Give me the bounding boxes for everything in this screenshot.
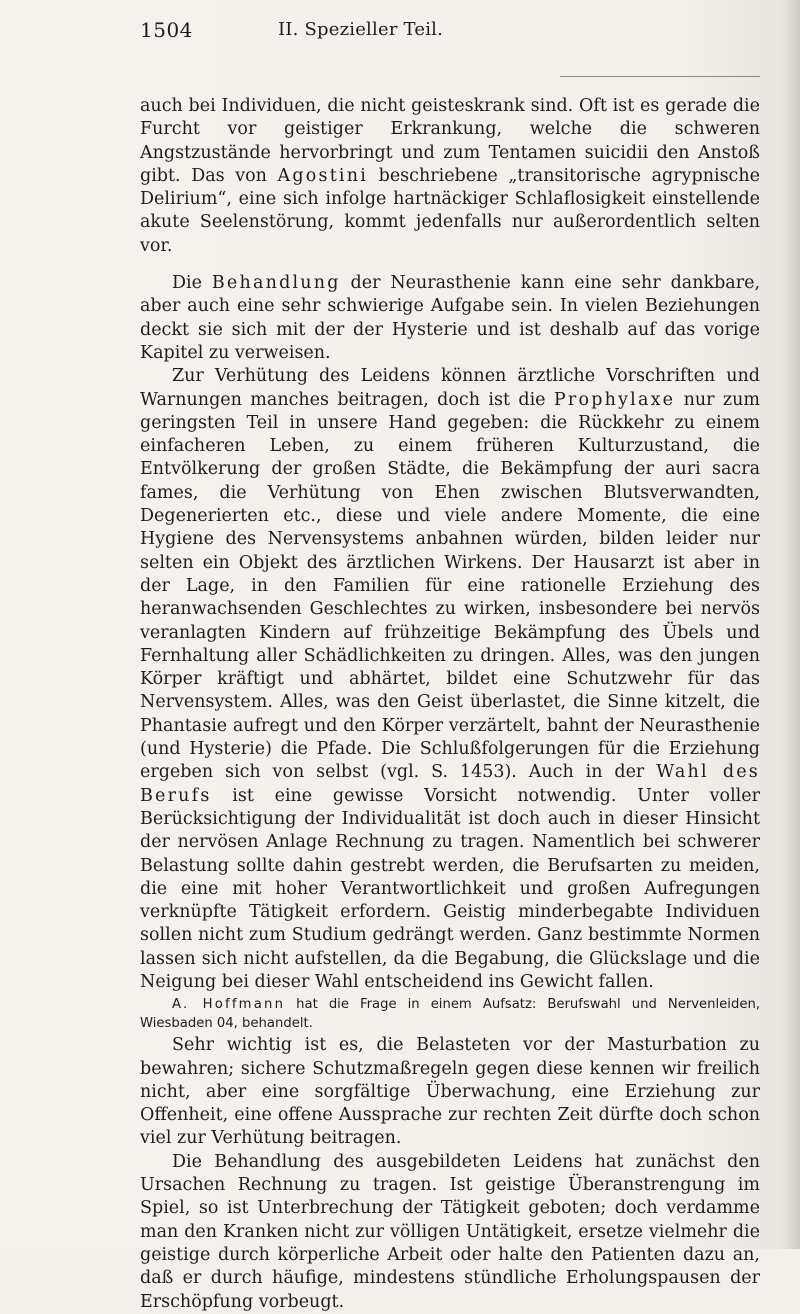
header-rule [560, 76, 760, 77]
paragraph-text: beschriebene „transitorische agrypnische Delirium“, eine sich infolge hartnäckiger Schlaflosigkeit einstellende akute Seelenstörung, kommt jedenfalls nur außerordentlich selten vor. [140, 165, 760, 256]
page-edge-shadow [786, 0, 800, 1249]
paragraph-masturbation [140, 1034, 760, 1150]
term-prophylaxe: Prophylaxe [553, 389, 676, 410]
page-number: 1504 [140, 18, 193, 42]
paragraph-continuation [140, 95, 760, 258]
paragraph-text: ist eine gewisse Vorsicht notwendig. Unter voller Berücksichtigung der Individualität ist doch auch in dieser Hinsicht der nervösen Anlage Rechnung zu tragen. Namentlich bei schwerer Belastung sollte dahin gestrebt werden, die Berufsarten zu meiden, die eine mit hoher Verantwortlichkeit und großen Aufregungen verknüpfte Tätigkeit erfordern. Geistig minderbegabte Individuen sollen nicht zum Studium gedrängt werden. Ganz bestimmte Normen lassen sich nicht aufstellen, da die Begabung, die Glückslage und die Neigung bei dieser Wahl entscheidend ins Gewicht fallen. [140, 785, 760, 992]
author-name-agostini: Agostini [277, 165, 369, 186]
page-header [140, 18, 760, 48]
author-name-hoffmann: A. Hoffmann [172, 997, 286, 1013]
paragraph-text: auch bei Individuen, die nicht geisteskrank sind. Oft ist es gerade die Furcht vor geistiger Erkrankung, welche die schweren Angstzustände hervorbringt und zum Tentamen suicidii den Anstoß gibt. Das von [140, 96, 760, 186]
note-text: hat die Frage in einem Aufsatz: Berufswahl und Nervenleiden, Wiesbaden 04, behandelt. [140, 997, 760, 1032]
paragraph-text: Die [172, 273, 212, 294]
paragraph-text: der Neurasthenie kann eine sehr dankbare, aber auch eine sehr schwierige Aufgabe sein. In vielen Beziehungen deckt sie sich mit der der Hysterie und ist deshalb auf das vorige Kapitel zu verweisen. [140, 273, 761, 363]
paragraph-prophylaxe [140, 365, 760, 994]
term-wahl-des-berufs: Wahl des Berufs [140, 762, 760, 806]
running-title: II. Spezieller Teil. [278, 19, 444, 40]
paragraph-text: nur zum geringsten Teil in unsere Hand gegeben: die Rückkehr zu einem einfacheren Leben, zu einem früheren Kulturzustand, die Entvölkerung der großen Städte, die Bekämpfung der auri sacra fames, die Verhütung von Ehen zwischen Blutsverwandten, Degenerierten etc., diese und viele andere Momente, die eine Hygiene des Nervensystems anbahnen würden, bilden leider nur selten ein Objekt des ärztlichen Wirkens. Der Hausarzt ist aber in der Lage, in den Familien für eine rationelle Erziehung des heranwachsenden Geschlechtes zu wirken, insbesondere bei nervös veranlagten Kindern auf frühzeitige Bekämpfung des Übels und Fernhaltung aller Schädlichkeiten zu dringen. Alles, was den jungen Körper kräftigt und abhärtet, bildet eine Schutzwehr für das Nervensystem. Alles, was den Geist überlastet, die Sinne kitzelt, die Phantasie aufregt und den Körper verzärtelt, bahnt der Neurasthenie (und Hysterie) die Pfade. Die Schlußfolgerungen für die Erziehung ergeben sich von selbst (vgl. S. 1453). Auch in der [140, 389, 760, 783]
paragraph-ursachen [140, 1151, 760, 1314]
paragraph-text: Zur Verhütung des Leidens können ärztliche Vorschriften und Warnungen manches beitragen, doch ist die [140, 366, 760, 410]
footnote-hoffmann [140, 995, 760, 1033]
paragraph-behandlung [140, 272, 760, 365]
paragraph-text: Sehr wichtig ist es, die Belasteten vor der Masturbation zu bewahren; sichere Schutzmaßregeln gegen diese kennen wir freilich nicht, aber eine sorgfältige Überwachung, eine Erziehung zur Offenheit, eine offene Aussprache zur rechten Zeit dürfte doch schon viel zur Verhütung beitragen. [140, 1035, 760, 1149]
page-body [140, 95, 760, 1314]
term-behandlung: Behandlung [211, 273, 341, 294]
paragraph-text: Die Behandlung des ausgebildeten Leidens hat zunächst den Ursachen Rechnung zu tragen. Ist geistige Überanstrengung im Spiel, so ist Unterbrechung der Tätigkeit geboten; doch verdamme man den Kranken nicht zur völligen Untätigkeit, ersetze vielmehr die geistige durch körperliche Arbeit oder halte den Patienten dazu an, daß er durch häufige, mindestens stündliche Erholungspausen der Erschöpfung vorbeugt. [140, 1151, 760, 1312]
